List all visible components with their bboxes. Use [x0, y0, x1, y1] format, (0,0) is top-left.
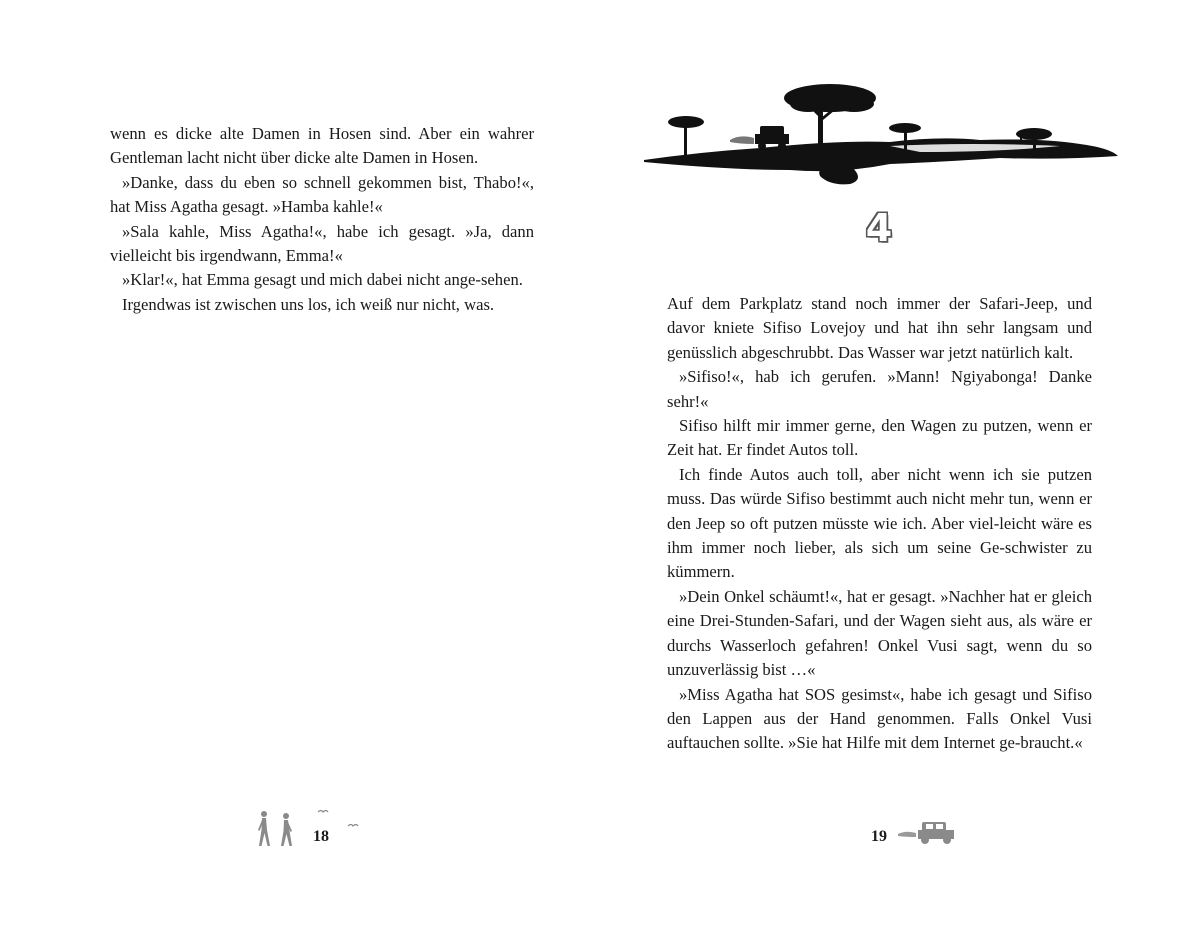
paragraph: »Sala kahle, Miss Agatha!«, habe ich gesagt. »Ja, dann vielleicht bis irgendwann, Emma!« [110, 221, 534, 266]
paragraph: Ich finde Autos auch toll, aber nicht wenn ich sie putzen muss. Das würde Sifiso bestimmt auch nicht mehr tun, wenn er den Jeep so oft putzen müsste wie ich. Aber viel-leicht wäre es ihm immer noch lieber, als sich um seine Ge-schwister zu kümmern. [667, 464, 1092, 582]
walking-children-icon [252, 806, 364, 852]
right-page [600, 0, 1200, 934]
left-page-text [110, 122, 534, 317]
paragraph: »Klar!«, hat Emma gesagt und mich dabei nicht ange-sehen. [122, 270, 523, 290]
chapter-number: 4 [865, 206, 893, 250]
paragraph: wenn es dicke alte Damen in Hosen sind. Aber ein wahrer Gentleman lacht nicht über dicke alte Damen in Hosen. [110, 124, 534, 168]
paragraph: Sifiso hilft mir immer gerne, den Wagen zu putzen, wenn er Zeit hat. Er findet Autos toll. [667, 416, 1092, 460]
jeep-icon [898, 816, 958, 848]
paragraph: Auf dem Parkplatz stand noch immer der Safari-Jeep, und davor kniete Sifiso Lovejoy und hat ihn sehr langsam und genüsslich abgeschrubbt. Das Wasser war jetzt natürlich kalt. [667, 294, 1092, 362]
paragraph: »Miss Agatha hat SOS gesimst«, habe ich gesagt und Sifiso den Lappen aus der Hand genommen. Falls Onkel Vusi auftauchen sollte. »Sie hat Hilfe mit dem Internet ge-braucht.« [667, 684, 1092, 753]
paragraph: Irgendwas ist zwischen uns los, ich weiß nur nicht, was. [122, 294, 495, 314]
savanna-jeep-illustration [640, 78, 1120, 188]
page-number: 18 [313, 828, 329, 845]
paragraph: »Sifiso!«, hab ich gerufen. »Mann! Ngiyabonga! Danke sehr!« [667, 367, 1092, 411]
paragraph: »Dein Onkel schäumt!«, hat er gesagt. »Nachher hat er gleich eine Drei-Stunden-Safari, und der Wagen sieht aus, als wäre er durchs Wasserloch gefahren! Onkel Vusi sagt, wenn du so unzuverlässig bist …« [667, 586, 1092, 680]
paragraph: »Danke, dass du eben so schnell gekommen bist, Thabo!«, hat Miss Agatha gesagt. »Hamba kahle!« [110, 172, 534, 217]
page-number: 19 [871, 828, 887, 845]
right-page-text [667, 292, 1092, 756]
